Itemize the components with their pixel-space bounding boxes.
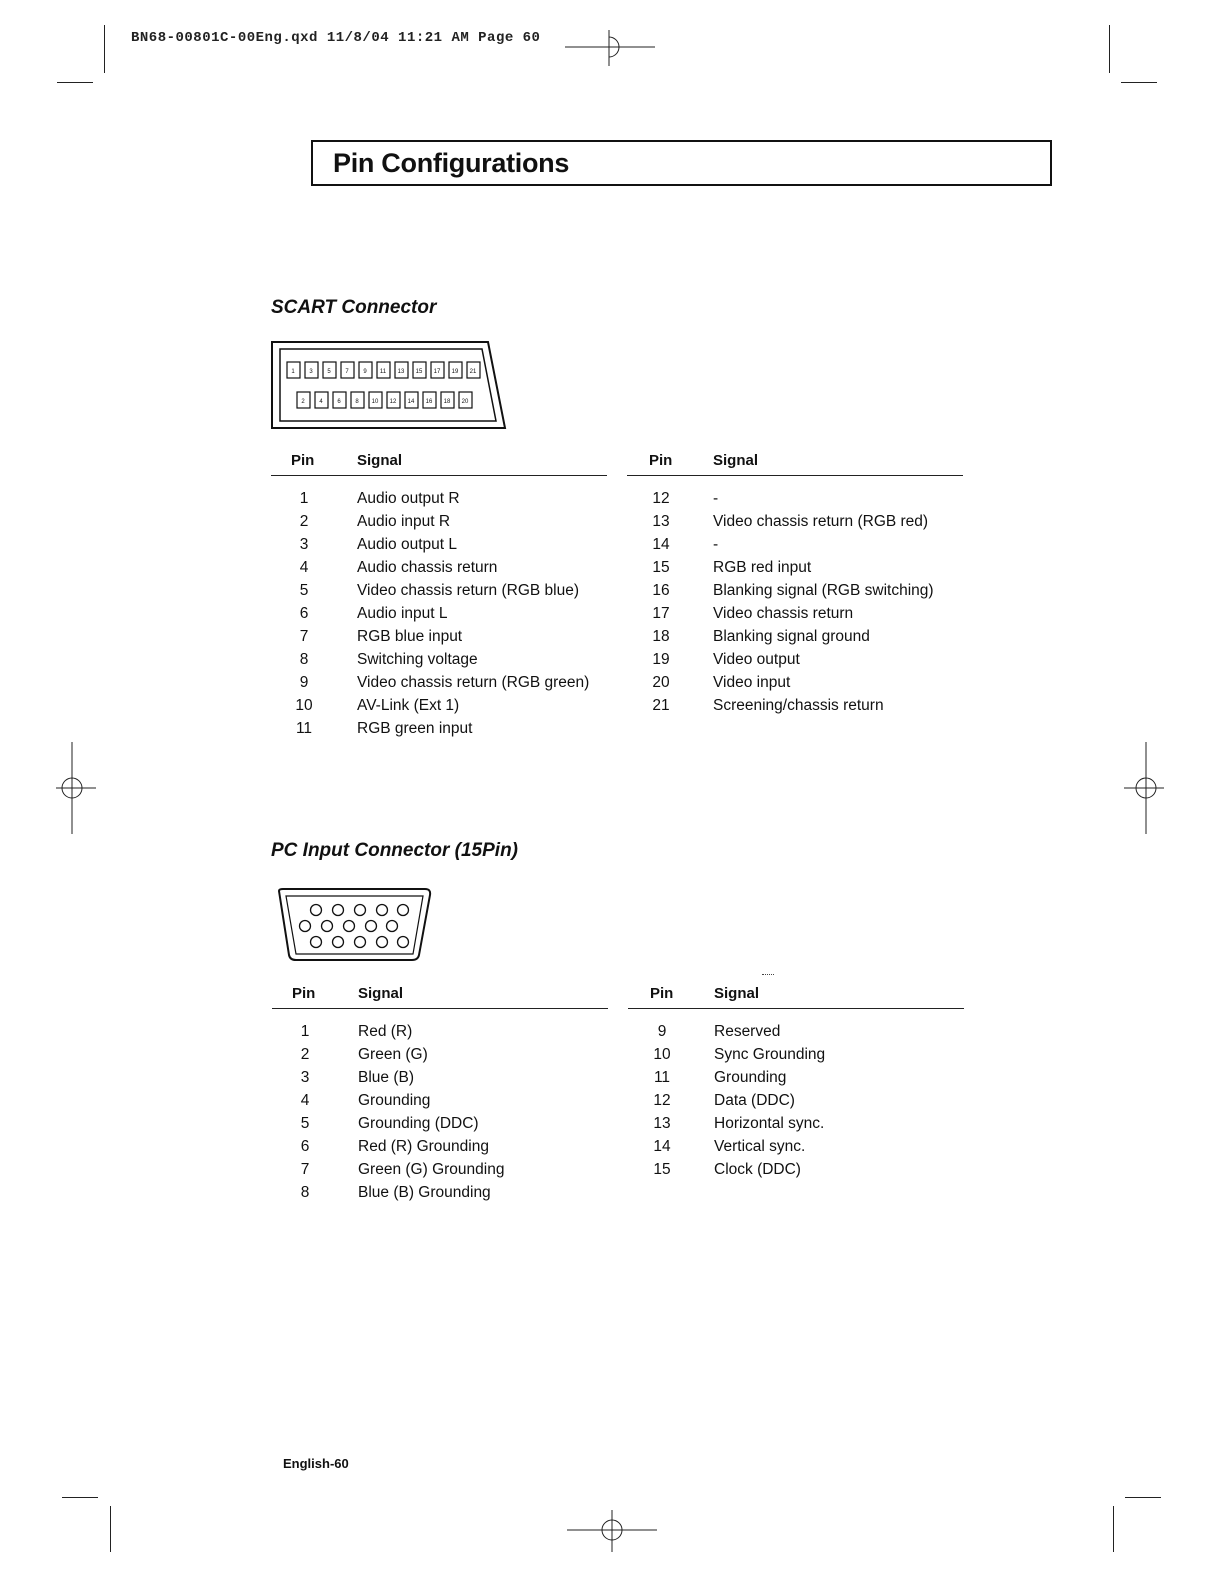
pin-number: 21 bbox=[652, 697, 670, 714]
svg-text:17: 17 bbox=[433, 369, 441, 375]
table-header bbox=[272, 985, 608, 1009]
pin-signal: Red (R) bbox=[358, 1023, 413, 1040]
pin-number: 5 bbox=[300, 1115, 310, 1132]
pin-number: 14 bbox=[652, 536, 670, 553]
svg-text:20: 20 bbox=[461, 399, 469, 405]
pc-table-right bbox=[628, 985, 964, 1225]
pin-signal: Audio chassis return bbox=[357, 559, 498, 576]
pin-signal: RGB blue input bbox=[357, 628, 463, 645]
scart-table-right bbox=[627, 452, 963, 752]
pin-number: 19 bbox=[652, 651, 670, 668]
pin-signal: RGB green input bbox=[357, 720, 473, 737]
pin-number: 2 bbox=[299, 513, 309, 530]
svg-text:14: 14 bbox=[407, 399, 415, 405]
pin-signal: Sync Grounding bbox=[714, 1046, 826, 1063]
pin-number: 2 bbox=[300, 1046, 310, 1063]
pin-number: 1 bbox=[300, 1023, 310, 1040]
page-title-box bbox=[311, 140, 1052, 186]
pin-number: 13 bbox=[653, 1115, 671, 1132]
stray-mark bbox=[762, 974, 774, 976]
pin-signal: - bbox=[713, 490, 719, 507]
pin-signal: Audio input L bbox=[357, 605, 448, 622]
registration-mark-top bbox=[560, 28, 660, 68]
crop-mark bbox=[62, 1497, 98, 1498]
registration-mark-bottom bbox=[562, 1508, 662, 1554]
pin-number: 8 bbox=[299, 651, 309, 668]
pin-number: 9 bbox=[657, 1023, 667, 1040]
pin-signal: Data (DDC) bbox=[714, 1092, 795, 1109]
crop-mark bbox=[1121, 82, 1157, 83]
header-rule bbox=[271, 475, 607, 476]
pin-number: 8 bbox=[300, 1184, 310, 1201]
svg-text:3: 3 bbox=[309, 369, 313, 375]
pin-signal: Video input bbox=[713, 674, 791, 691]
svg-text:6: 6 bbox=[337, 399, 341, 405]
svg-text:10: 10 bbox=[371, 399, 379, 405]
scart-table-left bbox=[271, 452, 607, 752]
svg-text:15: 15 bbox=[415, 369, 423, 375]
pin-signal: Blue (B) Grounding bbox=[358, 1184, 491, 1201]
svg-text:19: 19 bbox=[451, 369, 459, 375]
scart-connector-icon bbox=[270, 340, 508, 430]
svg-text:18: 18 bbox=[443, 399, 451, 405]
pin-signal: Blue (B) bbox=[358, 1069, 414, 1086]
svg-text:4: 4 bbox=[319, 399, 323, 405]
pin-number: 7 bbox=[299, 628, 309, 645]
page-footer: English-60 bbox=[283, 1456, 349, 1471]
pin-signal: - bbox=[713, 536, 719, 553]
svg-text:16: 16 bbox=[425, 399, 433, 405]
pin-signal: Green (G) bbox=[358, 1046, 428, 1063]
pin-signal: Video chassis return (RGB green) bbox=[357, 674, 590, 691]
table-header bbox=[271, 452, 607, 476]
pin-number: 6 bbox=[299, 605, 309, 622]
page-title: Pin Configurations bbox=[333, 148, 570, 178]
pin-number: 4 bbox=[300, 1092, 310, 1109]
pin-number: 20 bbox=[652, 674, 670, 691]
pin-signal: Video chassis return bbox=[713, 605, 854, 622]
registration-mark-right bbox=[1122, 740, 1168, 836]
pin-number: 4 bbox=[299, 559, 309, 576]
crop-mark bbox=[1109, 25, 1110, 73]
registration-mark-left bbox=[52, 740, 98, 836]
pin-number: 15 bbox=[652, 559, 670, 576]
pin-number: 1 bbox=[299, 490, 309, 507]
pin-signal: Audio output L bbox=[357, 536, 457, 553]
pin-signal: Video output bbox=[713, 651, 800, 668]
pin-signal: Grounding (DDC) bbox=[358, 1115, 479, 1132]
pin-number: 7 bbox=[300, 1161, 310, 1178]
pin-number: 18 bbox=[652, 628, 670, 645]
svg-text:7: 7 bbox=[345, 369, 349, 375]
pin-number: 10 bbox=[295, 697, 313, 714]
pin-number: 12 bbox=[653, 1092, 671, 1109]
pin-number: 17 bbox=[652, 605, 670, 622]
pin-number: 3 bbox=[300, 1069, 310, 1086]
crop-mark bbox=[1113, 1506, 1114, 1552]
column-header-signal: Signal bbox=[358, 985, 404, 1002]
pin-signal: Grounding bbox=[358, 1092, 431, 1109]
pin-signal: Vertical sync. bbox=[714, 1138, 806, 1155]
pin-signal: Blanking signal (RGB switching) bbox=[713, 582, 934, 599]
pin-signal: Audio output R bbox=[357, 490, 460, 507]
pin-signal: Clock (DDC) bbox=[714, 1161, 801, 1178]
pc-section-title: PC Input Connector (15Pin) bbox=[271, 840, 518, 861]
pin-number: 16 bbox=[652, 582, 670, 599]
pin-number: 15 bbox=[653, 1161, 671, 1178]
column-header-pin: Pin bbox=[292, 985, 316, 1002]
svg-text:11: 11 bbox=[379, 369, 387, 375]
table-header bbox=[627, 452, 963, 476]
crop-mark bbox=[110, 1506, 111, 1552]
pin-signal: Green (G) Grounding bbox=[358, 1161, 505, 1178]
header-rule bbox=[627, 475, 963, 476]
svg-text:2: 2 bbox=[301, 399, 305, 405]
pin-signal: Video chassis return (RGB blue) bbox=[357, 582, 579, 599]
svg-text:13: 13 bbox=[397, 369, 405, 375]
column-header-signal: Signal bbox=[713, 452, 759, 469]
pin-signal: Screening/chassis return bbox=[713, 697, 884, 714]
pin-number: 11 bbox=[295, 720, 313, 737]
column-header-pin: Pin bbox=[649, 452, 673, 469]
svg-text:12: 12 bbox=[389, 399, 397, 405]
svg-text:1: 1 bbox=[291, 369, 295, 375]
pin-number: 13 bbox=[652, 513, 670, 530]
pin-number: 14 bbox=[653, 1138, 671, 1155]
scart-section-title: SCART Connector bbox=[271, 297, 437, 318]
pin-signal: Reserved bbox=[714, 1023, 781, 1040]
pin-number: 11 bbox=[653, 1069, 671, 1086]
pin-number: 6 bbox=[300, 1138, 310, 1155]
svg-text:9: 9 bbox=[363, 369, 367, 375]
vga-connector-icon bbox=[275, 887, 435, 963]
pin-number: 5 bbox=[299, 582, 309, 599]
crop-mark bbox=[104, 25, 105, 73]
svg-text:8: 8 bbox=[355, 399, 359, 405]
column-header-signal: Signal bbox=[714, 985, 760, 1002]
pin-signal: Switching voltage bbox=[357, 651, 478, 668]
pin-signal: Audio input R bbox=[357, 513, 451, 530]
pin-signal: Grounding bbox=[714, 1069, 787, 1086]
pin-signal: Horizontal sync. bbox=[714, 1115, 825, 1132]
crop-mark bbox=[1125, 1497, 1161, 1498]
crop-mark bbox=[57, 82, 93, 83]
pc-table-left bbox=[272, 985, 608, 1225]
pin-signal: Red (R) Grounding bbox=[358, 1138, 489, 1155]
column-header-signal: Signal bbox=[357, 452, 403, 469]
header-rule bbox=[628, 1008, 964, 1009]
column-header-pin: Pin bbox=[650, 985, 674, 1002]
pin-number: 10 bbox=[653, 1046, 671, 1063]
pin-number: 12 bbox=[652, 490, 670, 507]
print-slug: BN68-00801C-00Eng.qxd 11/8/04 11:21 AM Page 60 bbox=[131, 30, 541, 46]
pin-number: 3 bbox=[299, 536, 309, 553]
table-header bbox=[628, 985, 964, 1009]
column-header-pin: Pin bbox=[291, 452, 315, 469]
svg-text:5: 5 bbox=[327, 369, 331, 375]
pin-signal: Video chassis return (RGB red) bbox=[713, 513, 929, 530]
pin-number: 9 bbox=[299, 674, 309, 691]
svg-text:21: 21 bbox=[469, 369, 477, 375]
pin-signal: Blanking signal ground bbox=[713, 628, 870, 645]
pin-signal: RGB red input bbox=[713, 559, 812, 576]
pin-signal: AV-Link (Ext 1) bbox=[357, 697, 460, 714]
header-rule bbox=[272, 1008, 608, 1009]
